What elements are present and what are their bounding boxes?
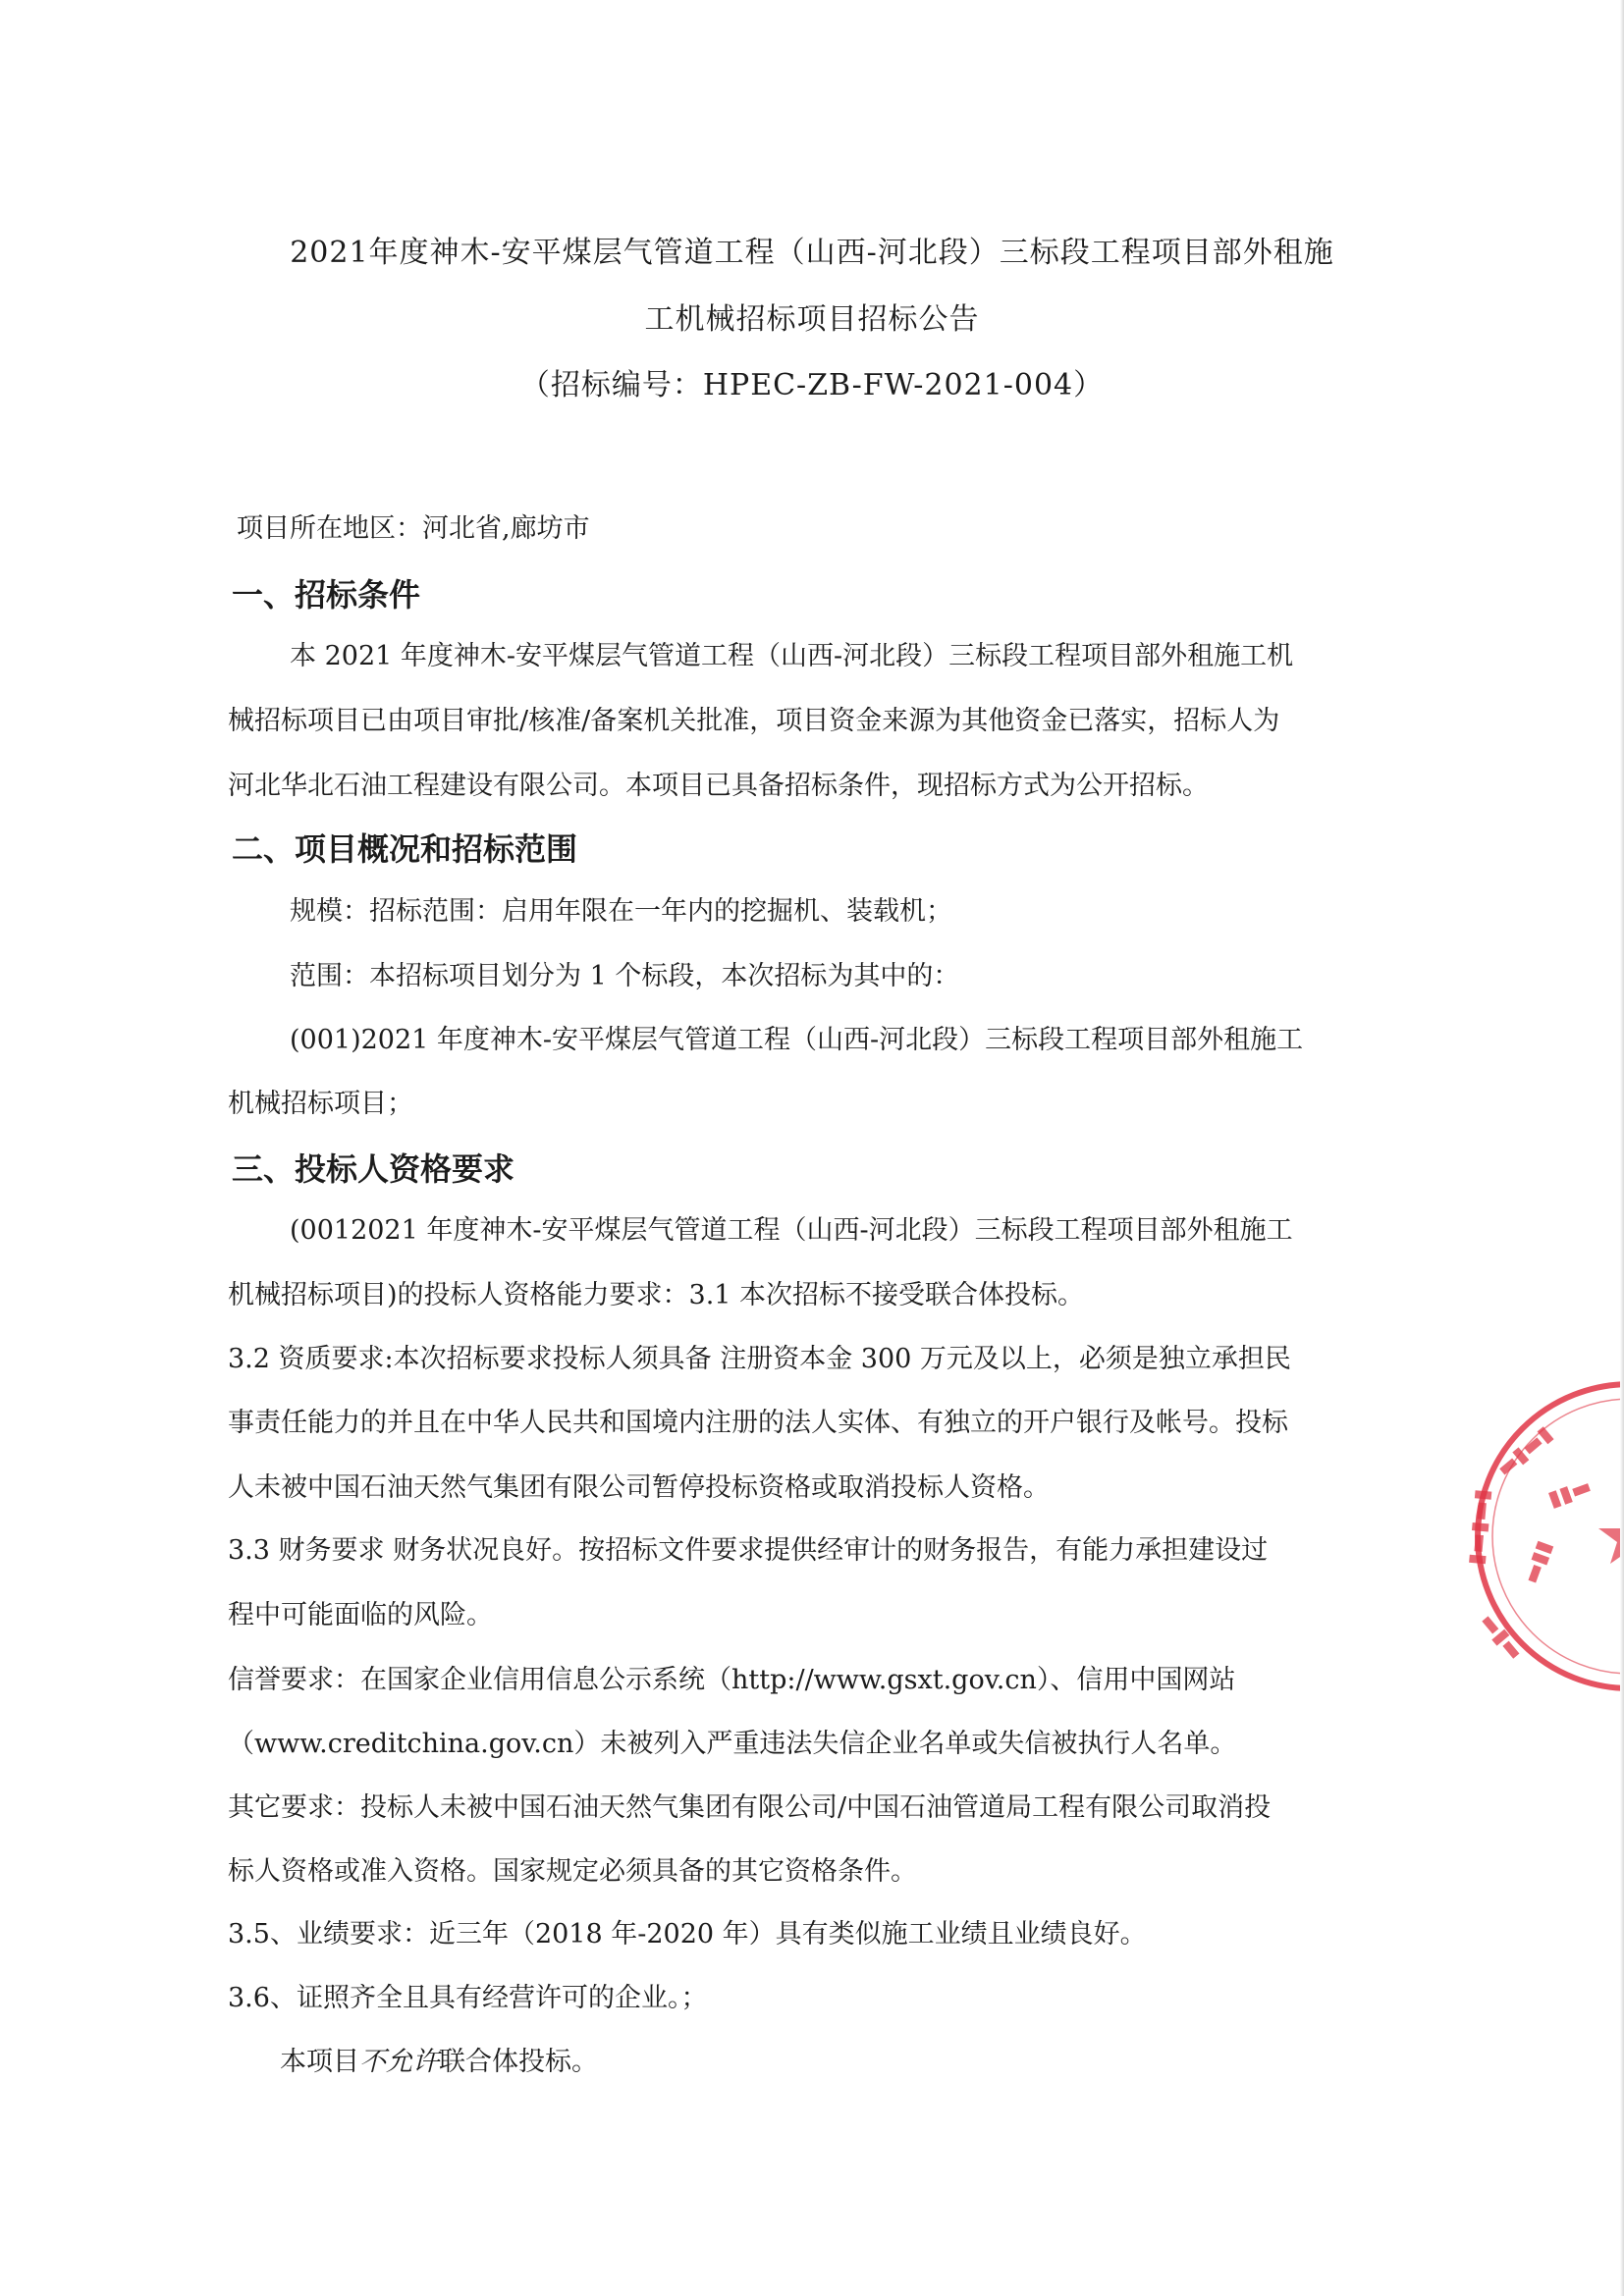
document-title-line-2: 工机械招标项目招标公告	[644, 302, 980, 337]
page-edge	[1620, 0, 1624, 2296]
section-1-line: 械招标项目已由项目审批/核准/备案机关批准，项目资金来源为其他资金已落实，招标人为	[228, 706, 1280, 736]
section-3-line: 3.6、证照齐全且具有经营许可的企业。；	[228, 1983, 708, 2013]
svg-text:▮▮▬: ▮▮▬	[1544, 1473, 1596, 1513]
section-3-line: 3.5、业绩要求：近三年（2018 年-2020 年）具有类似施工业绩且业绩良好。	[228, 1919, 1147, 1949]
closing-prefix: 本项目	[280, 2047, 359, 2077]
svg-text:▬▮▬: ▬▮▬	[1473, 1610, 1527, 1667]
section-3-line: (0012021 年度神木-安平煤层气管道工程（山西-河北段）三标段工程项目部外租施工	[290, 1215, 1293, 1246]
section-2-line: 规模：招标范围：启用年限在一年内的挖掘机、装载机；	[290, 896, 952, 927]
section-3-line: （www.creditchina.gov.cn）未被列入严重违法失信企业名单或失信被执行人名单。	[228, 1729, 1237, 1759]
closing-emphasis: 不允许	[359, 2047, 439, 2077]
section-2-line: 机械招标项目；	[228, 1089, 413, 1119]
section-2-line: (001)2021 年度神木-安平煤层气管道工程（山西-河北段）三标段工程项目部外租施工	[290, 1025, 1304, 1055]
svg-text:▮▬▮▬▮: ▮▬▮▬▮	[1464, 1487, 1495, 1567]
section-3-line: 事责任能力的并且在中华人民共和国境内注册的法人实体、有独立的开户银行及帐号。投标	[228, 1408, 1288, 1438]
section-3-heading: 三、投标人资格要求	[232, 1150, 515, 1188]
document-title-line-3: （招标编号：HPEC-ZB-FW-2021-004）	[519, 368, 1105, 402]
section-3-line: 程中可能面临的风险。	[228, 1600, 493, 1630]
section-3-line: 信誉要求：在国家企业信用信息公示系统（http://www.gsxt.gov.cn）、信用中国网站	[228, 1665, 1236, 1695]
svg-text:▬▮▬▮: ▬▮▬▮	[1491, 1421, 1558, 1482]
closing-suffix: 联合体投标。	[439, 2047, 598, 2077]
section-3-line: 3.3 财务要求 财务状况良好。按招标文件要求提供经审计的财务报告，有能力承担建设过	[228, 1535, 1269, 1566]
section-3-line: 3.2 资质要求:本次招标要求投标人须具备 注册资本金 300 万元及以上，必须是独立承担民	[228, 1344, 1291, 1374]
section-2-line: 范围：本招标项目划分为 1 个标段，本次招标为其中的：	[290, 961, 960, 991]
section-2-heading: 二、项目概况和招标范围	[232, 830, 578, 868]
document-title-line-1: 2021年度神木-安平煤层气管道工程（山西-河北段）三标段工程项目部外租施	[290, 236, 1334, 270]
section-3-line: 人未被中国石油天然气集团有限公司暂停投标资格或取消投标人资格。	[228, 1472, 1050, 1503]
section-1-heading: 一、招标条件	[232, 576, 421, 614]
section-3-line: 机械招标项目)的投标人资格能力要求：3.1 本次招标不接受联合体投标。	[228, 1280, 1085, 1310]
section-1-line: 本 2021 年度神木-安平煤层气管道工程（山西-河北段）三标段工程项目部外租施工机	[290, 641, 1294, 671]
closing-statement	[280, 2047, 598, 2078]
section-3-line: 标人资格或准入资格。国家规定必须具备的其它资格条件。	[228, 1856, 917, 1887]
red-seal-stamp-icon	[1434, 1360, 1624, 1713]
project-location: 项目所在地区：河北省,廊坊市	[237, 513, 590, 544]
svg-text:▬▮▮: ▬▮▮	[1519, 1537, 1558, 1588]
section-1-line: 河北华北石油工程建设有限公司。本项目已具备招标条件，现招标方式为公开招标。	[228, 771, 1209, 801]
section-3-line: 其它要求：投标人未被中国石油天然气集团有限公司/中国石油管道局工程有限公司取消投	[228, 1792, 1272, 1823]
